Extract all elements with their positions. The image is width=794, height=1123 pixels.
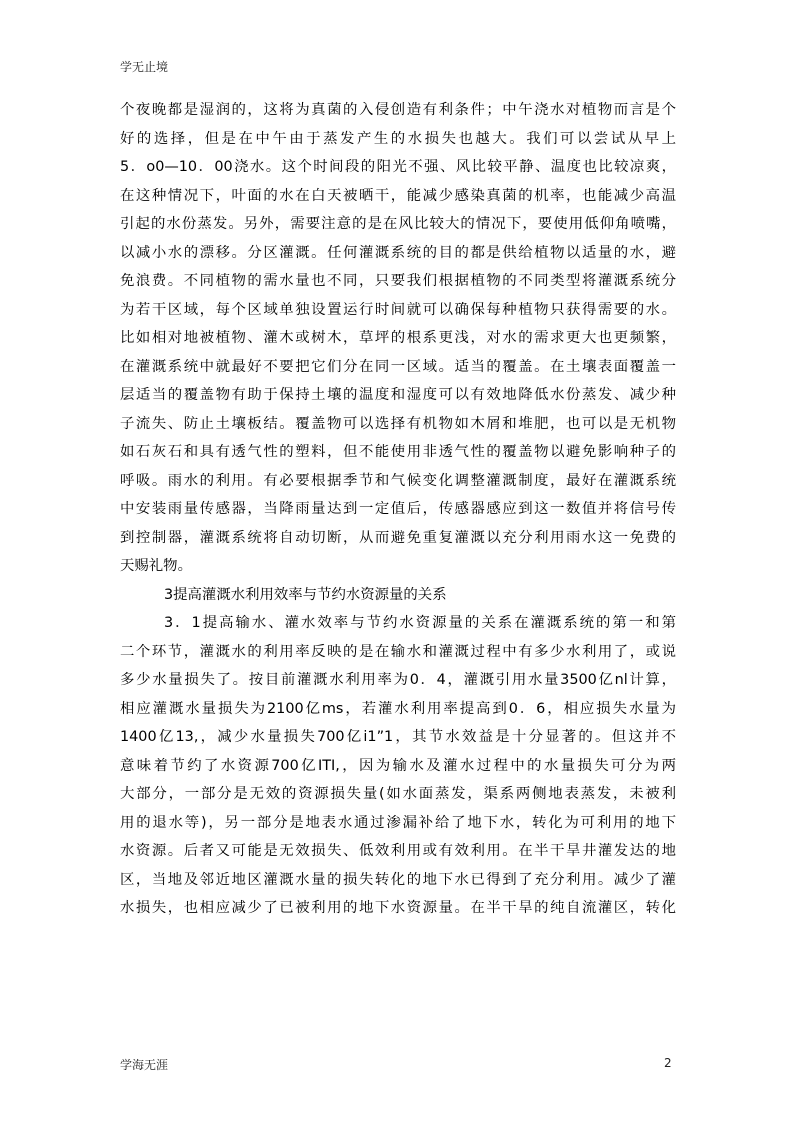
text-line: 二个环节，灌溉水的利用率反映的是在输水和灌溉过程中有多少水利用了，或说 xyxy=(120,643,676,660)
text-line: 天赐礼物。 xyxy=(120,558,192,574)
text-line: 意味着节约了水资源700亿ITI,，因为输水及灌水过程中的水量损失可分为两 xyxy=(120,757,676,774)
text-line: 区，当地及邻近地区灌溉水量的损失转化的地下水已得到了充分利用。减少了灌 xyxy=(120,871,676,888)
text-line: 子流失、防止土壤板结。覆盖物可以选择有机物如木屑和堆肥，也可以是无机物 xyxy=(120,415,676,432)
text-line: 如石灰石和具有透气性的塑料，但不能使用非透气性的覆盖物以避免影响种子的 xyxy=(120,444,676,460)
page-header: 学无止境 xyxy=(120,60,169,74)
page-footer: 学海无涯 xyxy=(120,1058,169,1072)
text-line: 层适当的覆盖物有助于保持土壤的温度和湿度可以有效地降低水份蒸发、减少种 xyxy=(120,387,676,403)
text-line: 相应灌溉水量损失为2100亿ms，若灌水利用率提高到0．6，相应损失水量为 xyxy=(120,700,676,717)
text-line: 以减小水的漂移。分区灌溉。任何灌溉系统的目的都是供给植物以适量的水，避 xyxy=(120,244,676,261)
text-line: 在灌溉系统中就最好不要把它们分在同一区域。适当的覆盖。在土壤表面覆盖一 xyxy=(120,358,676,375)
text-line: 水损失，也相应减少了已被利用的地下水资源量。在半干旱的纯自流灌区，转化 xyxy=(120,900,676,916)
text-line: 比如相对地被植物、灌木或树木，草坪的根系更浅，对水的需求更大也更频繁， xyxy=(120,330,676,346)
text-line: 引起的水份蒸发。另外，需要注意的是在风比较大的情况下，要使用低仰角喷嘴， xyxy=(120,216,676,232)
text-line: 到控制器，灌溉系统将自动切断，从而避免重复灌溉以充分利用雨水这一免费的 xyxy=(120,529,676,546)
text-line: 1400亿13,，减少水量损失700亿i1”1，其节水效益是十分显著的。但这并不 xyxy=(120,729,676,745)
text-line: 个夜晚都是湿润的，这将为真菌的入侵创造有利条件；中午浇水对植物而言是个 xyxy=(120,102,676,118)
text-line: 用的退水等)，另一部分是地表水通过渗漏补给了地下水，转化为可利用的地下 xyxy=(120,814,676,831)
text-line: 中安装雨量传感器，当降雨量达到一定值后，传感器感应到这一数值并将信号传 xyxy=(120,501,676,517)
text-line: 在这种情况下，叶面的水在白天被晒干，能减少感染真菌的机率，也能减少高温 xyxy=(120,187,676,204)
text-line: 多少水量损失了。按目前灌溉水利用率为0．4，灌溉引用水量3500亿nl计算， xyxy=(120,672,676,688)
text-line: 免浪费。不同植物的需水量也不同，只要我们根据植物的不同类型将灌溉系统分 xyxy=(120,273,676,289)
text-line: 呼吸。雨水的利用。有必要根据季节和气候变化调整灌溉制度，最好在灌溉系统 xyxy=(120,472,676,489)
text-line: 5．o0—10．00浇水。这个时间段的阳光不强、风比较平静、温度也比较凉爽， xyxy=(120,159,676,175)
page-number: 2 xyxy=(664,1056,672,1070)
body-text xyxy=(120,96,676,923)
section-heading: 3提高灌溉水利用效率与节约水资源量的关系 xyxy=(164,586,447,603)
text-line: 3．1提高输水、灌水效率与节约水资源量的关系在灌溉系统的第一和第 xyxy=(164,615,676,631)
text-line: 好的选择，但是在中午由于蒸发产生的水损失也越大。我们可以尝试从早上 xyxy=(120,130,676,147)
text-line: 大部分，一部分是无效的资源损失量(如水面蒸发，渠系两侧地表蒸发，未被利 xyxy=(120,786,676,802)
text-line: 为若干区域，每个区域单独设置运行时间就可以确保每种植物只获得需要的水。 xyxy=(120,301,676,318)
text-line: 水资源。后者又可能是无效损失、低效利用或有效利用。在半干旱井灌发达的地 xyxy=(120,843,676,859)
